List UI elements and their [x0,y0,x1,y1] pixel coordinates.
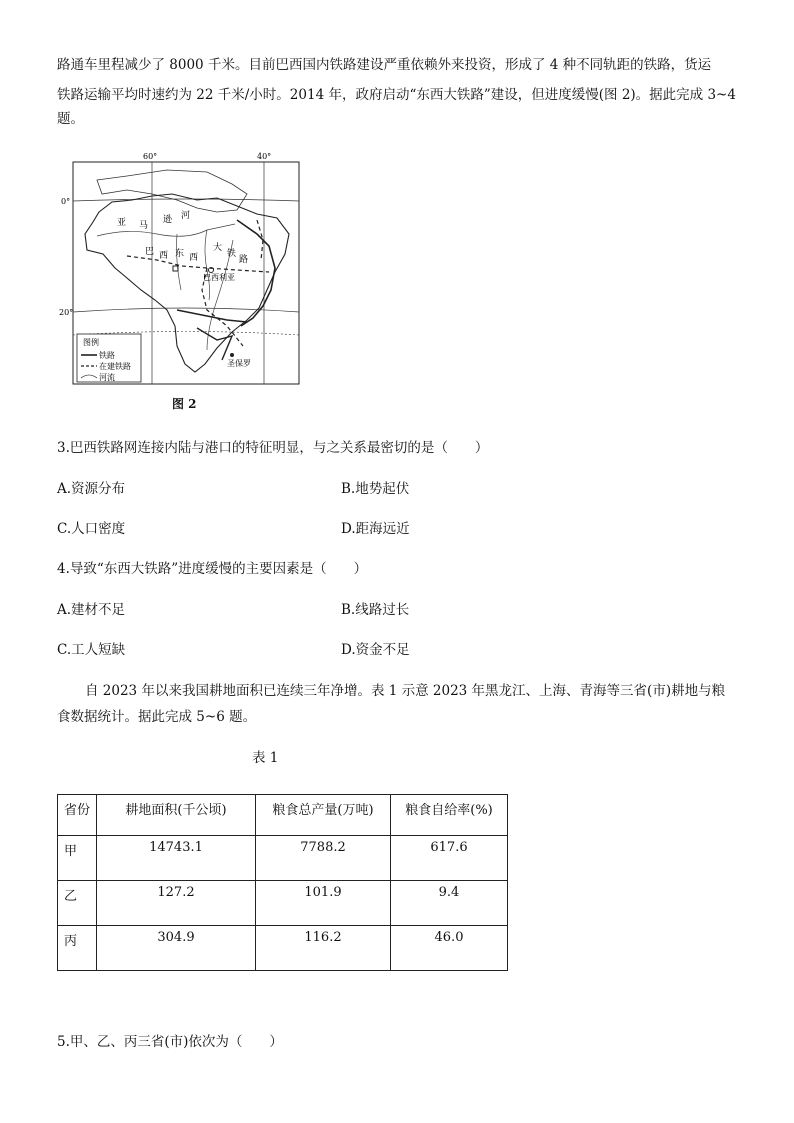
map-svg [57,150,307,395]
legend-railway-label: 铁路 [99,351,115,360]
cell-province: 乙 [58,881,97,926]
intro-line-3: 题。 [57,111,84,127]
cell-self-sufficiency: 46.0 [391,926,508,971]
table-header-row [58,795,508,836]
label-xi1: 西 [159,251,169,261]
question-3: 3.巴西铁路网连接内陆与港口的特征明显，与之关系最密切的是（ ） [57,440,489,456]
label-saopaulo: 圣保罗 [227,359,251,368]
table-row [58,836,508,881]
lon-label-40: 40° [257,152,272,161]
cell-farmland-area: 127.2 [97,881,256,926]
q3-option-c: C.人口密度 [57,521,126,537]
table-title: 表 1 [252,750,279,766]
q4-option-a: A.建材不足 [57,602,126,618]
cell-self-sufficiency: 9.4 [391,881,508,926]
saopaulo-marker [230,353,234,357]
label-brasilia: 巴西利亚 [203,273,235,282]
q3-option-b: B.地势起伏 [341,481,410,497]
lat-label-0: 0° [61,197,71,206]
cell-province: 丙 [58,926,97,971]
intro2-line-1: 自 2023 年以来我国耕地面积已连续三年净增。表 1 示意 2023 年黑龙江、上海、青海等三省(市)耕地与粮 [85,683,726,699]
grain-data-table [57,794,508,971]
legend-construction-label: 在建铁路 [99,362,131,371]
legend-river-label: 河流 [99,373,115,382]
cell-province: 甲 [58,836,97,881]
lon-label-60: 60° [143,152,158,161]
cell-farmland-area: 14743.1 [97,836,256,881]
cell-grain-output: 7788.2 [256,836,391,881]
header-province: 省份 [58,795,97,836]
label-da: 大 [213,243,223,253]
header-grain-output: 粮食总产量(万吨) [256,795,391,836]
label-ba: 巴 [145,247,155,257]
label-lu: 路 [239,255,249,265]
label-he: 河 [181,211,191,221]
lat-label-20: 20° [59,308,74,317]
legend-title: 图例 [83,338,99,347]
table-row [58,926,508,971]
question-4: 4.导致“东西大铁路”进度缓慢的主要因素是（ ） [57,561,368,577]
label-ya: 亚 [117,218,127,228]
table-row [58,881,508,926]
q3-option-d: D.距海远近 [341,521,410,537]
header-self-sufficiency: 粮食自给率(%) [391,795,508,836]
q3-option-a: A.资源分布 [57,481,126,497]
label-ma: 马 [139,221,149,231]
label-dong: 东 [175,249,185,259]
brazil-railway-map [57,150,307,415]
label-xi2: 西 [189,253,199,263]
cell-grain-output: 116.2 [256,926,391,971]
cell-farmland-area: 304.9 [97,926,256,971]
intro-line-2: 铁路运输平均时速约为 22 千米/小时。2014 年，政府启动“东西大铁路”建设，但进度缓慢(图 2)。据此完成 3~4 [57,87,736,103]
q4-option-d: D.资金不足 [341,642,410,658]
intro-line-1: 路通车里程减少了 8000 千米。目前巴西国内铁路建设严重依赖外来投资，形成了 4 种不同轨距的铁路，货运 [57,57,712,73]
q4-option-b: B.线路过长 [341,602,410,618]
label-tie: 铁 [227,249,237,259]
question-5: 5.甲、乙、丙三省(市)依次为（ ） [57,1034,283,1050]
cell-self-sufficiency: 617.6 [391,836,508,881]
label-xun: 逊 [163,215,173,225]
intro2-line-2: 食数据统计。据此完成 5~6 题。 [57,709,257,725]
header-farmland-area: 耕地面积(千公顷) [97,795,256,836]
q4-option-c: C.工人短缺 [57,642,126,658]
cell-grain-output: 101.9 [256,881,391,926]
map-caption: 图 2 [172,397,197,411]
